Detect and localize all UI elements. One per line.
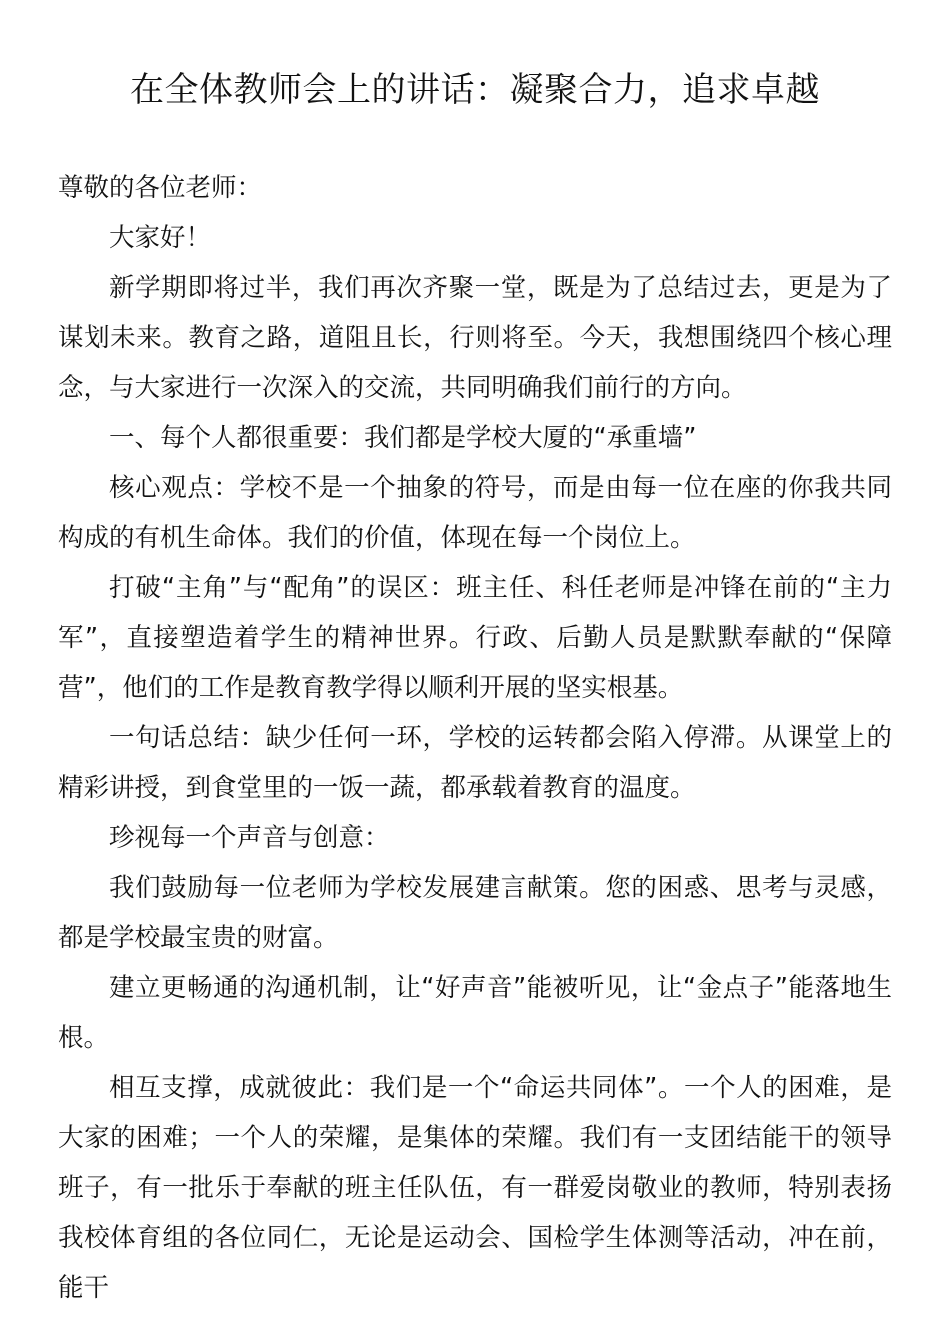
section-heading-1: 一、每个人都很重要：我们都是学校大厦的“承重墙” <box>109 423 697 453</box>
greeting-paragraph: 大家好！ <box>109 223 212 253</box>
body-paragraph: 核心观点：学校不是一个抽象的符号，而是由每一位在座的你我共同构成的有机生命体。我们的价值，体现在每一个岗位上。 <box>58 473 892 553</box>
body-paragraph: 我们鼓励每一位老师为学校发展建言献策。您的困惑、思考与灵感，都是学校最宝贵的财富。 <box>58 873 892 953</box>
document-body <box>58 163 892 1313</box>
intro-paragraph: 新学期即将过半，我们再次齐聚一堂，既是为了总结过去，更是为了谋划未来。教育之路，道阻且长，行则将至。今天，我想围绕四个核心理念，与大家进行一次深入的交流，共同明确我们前行的方向。 <box>58 273 892 403</box>
salutation: 尊敬的各位老师： <box>58 173 263 203</box>
body-paragraph: 打破“主角”与“配角”的误区：班主任、科任老师是冲锋在前的“主力军”，直接塑造着学生的精神世界。行政、后勤人员是默默奉献的“保障营”，他们的工作是教育教学得以顺利开展的坚实根基。 <box>58 573 892 703</box>
body-paragraph: 建立更畅通的沟通机制，让“好声音”能被听见，让“金点子”能落地生根。 <box>58 973 892 1053</box>
body-paragraph: 一句话总结：缺少任何一环，学校的运转都会陷入停滞。从课堂上的精彩讲授，到食堂里的一饭一蔬，都承载着教育的温度。 <box>58 723 892 803</box>
body-paragraph: 相互支撑，成就彼此：我们是一个“命运共同体”。一个人的困难，是大家的困难；一个人的荣耀，是集体的荣耀。我们有一支团结能干的领导班子，有一批乐于奉献的班主任队伍，有一群爱岗敬业的教师，特别表扬我校体育组的各位同仁，无论是运动会、国检学生体测等活动，冲在前，能干 <box>58 1073 892 1303</box>
sub-heading: 珍视每一个声音与创意： <box>109 823 390 853</box>
document-title: 在全体教师会上的讲话：凝聚合力，追求卓越 <box>130 70 820 110</box>
